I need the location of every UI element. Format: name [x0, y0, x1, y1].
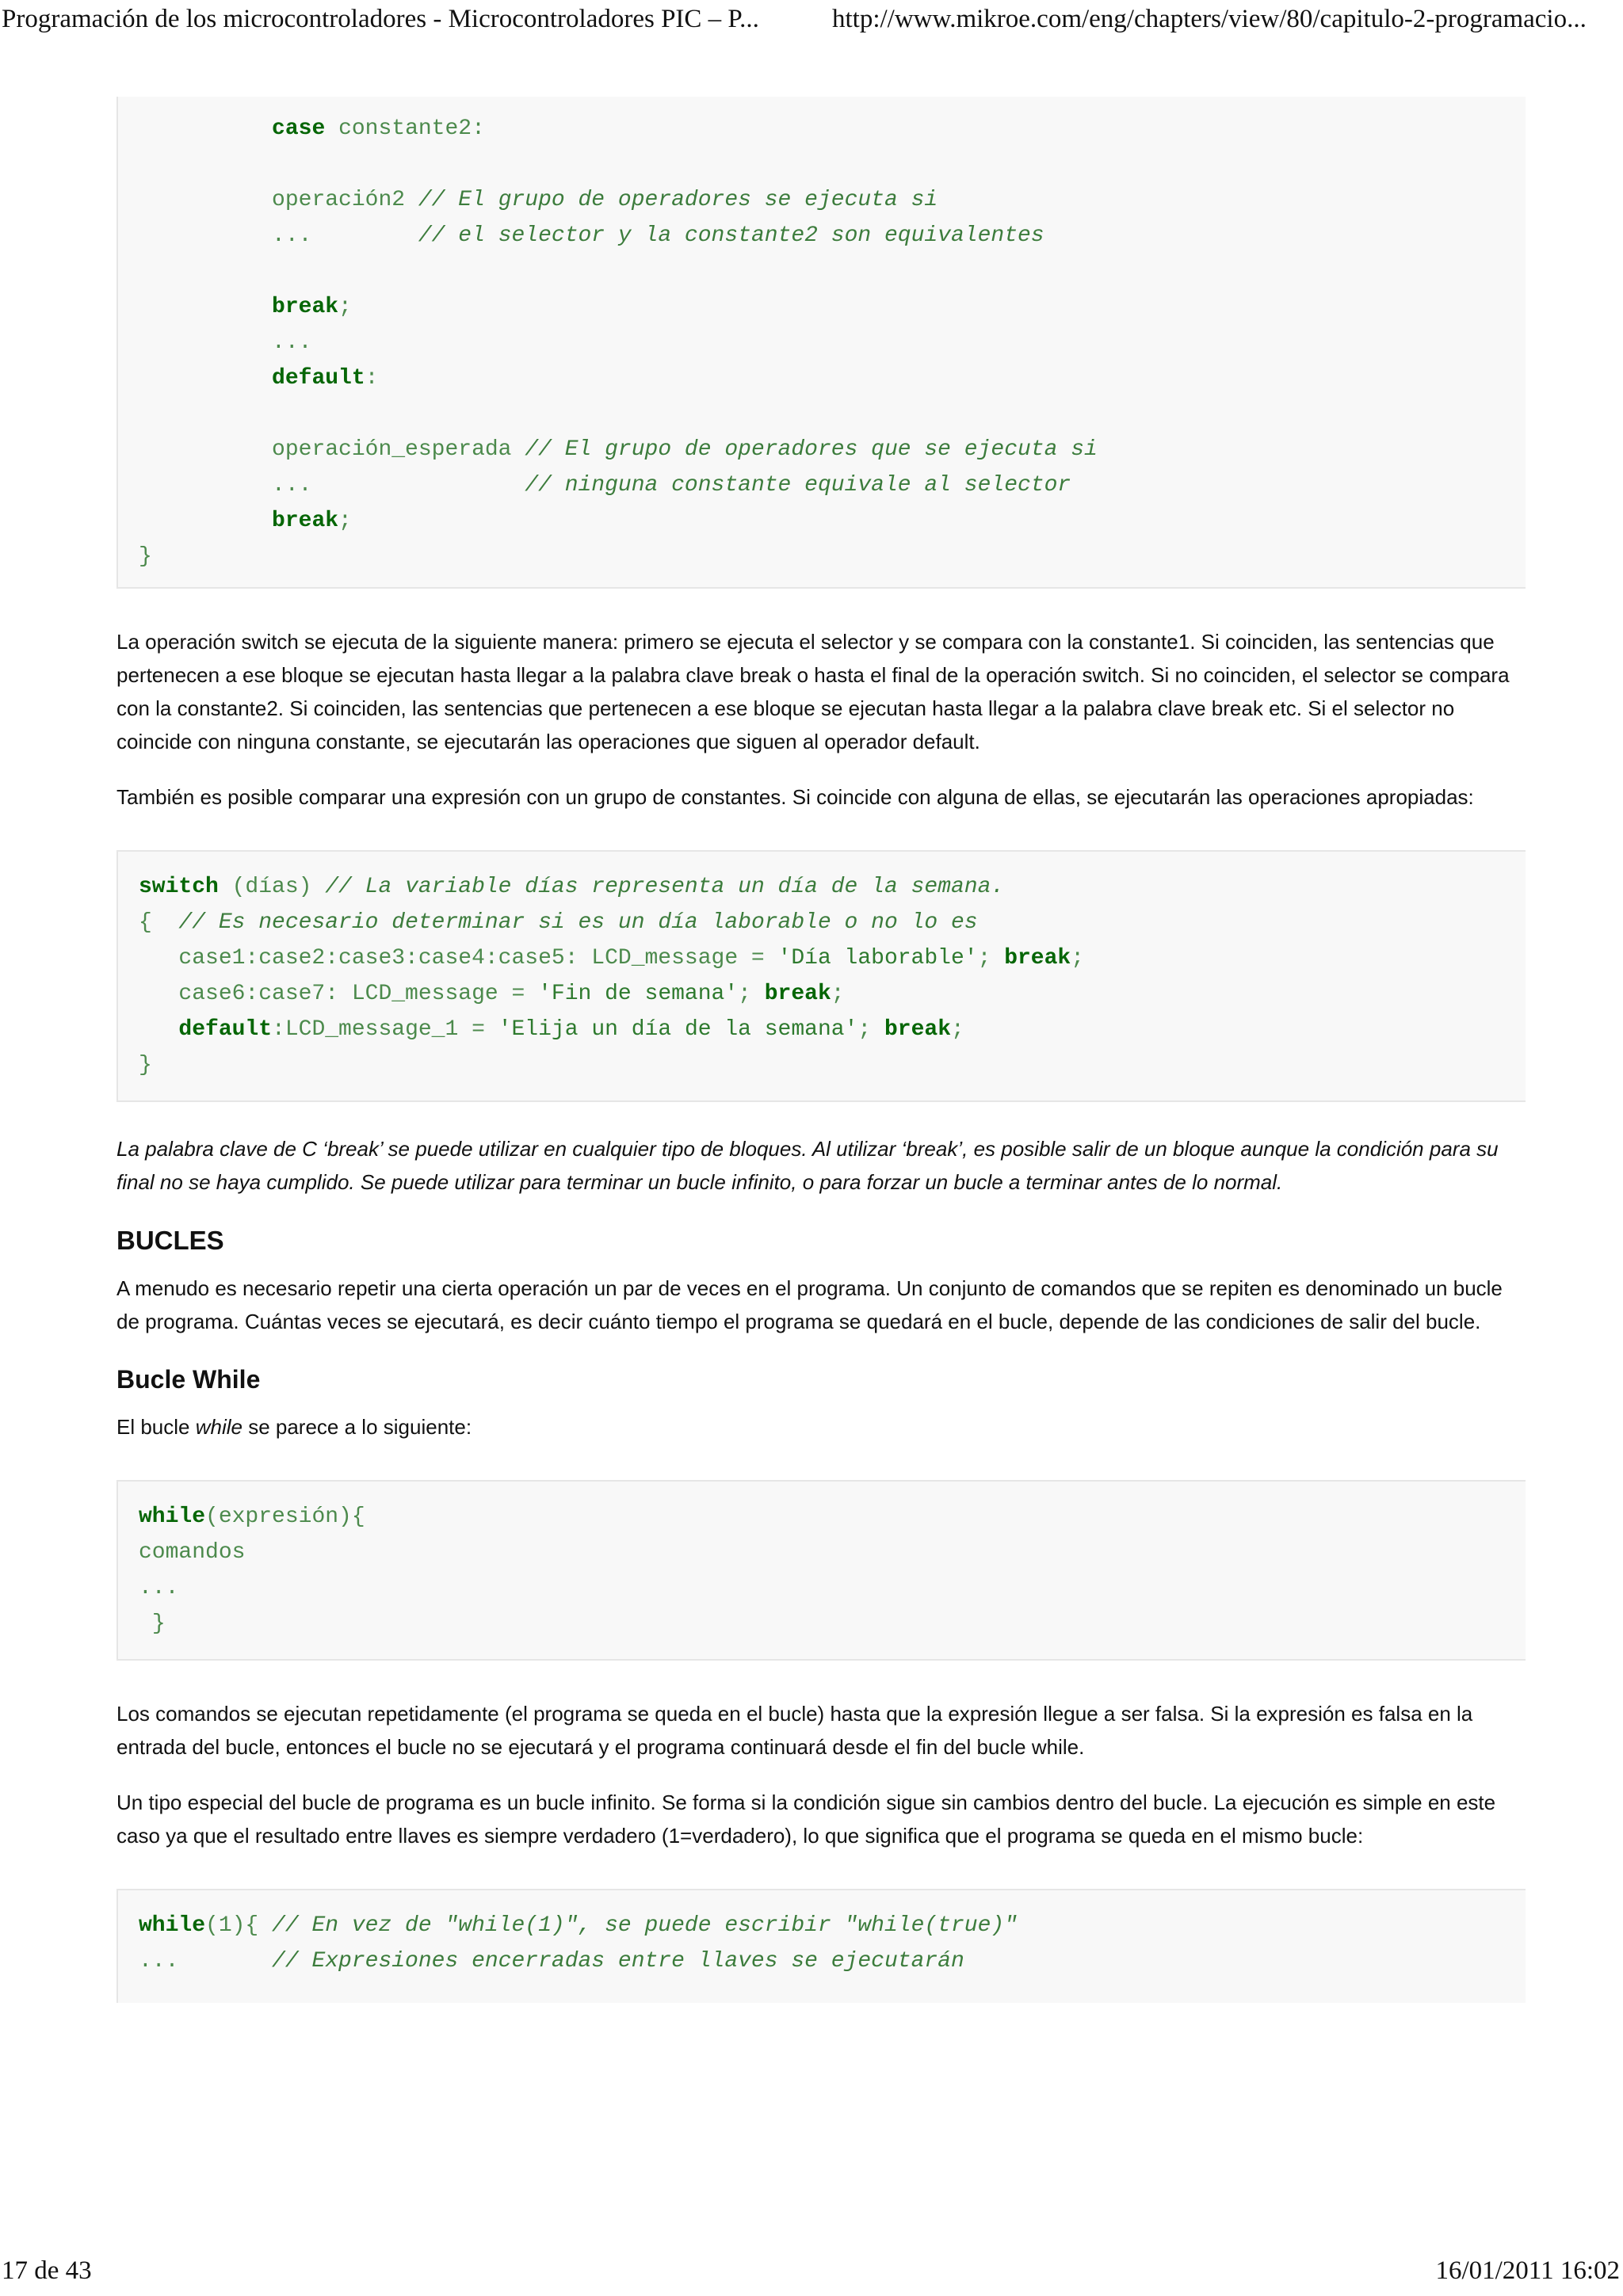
paragraph-while-exec: Los comandos se ejecutan repetidamente (el programa se queda en el bucle) hasta que la expresión llegue a ser falsa. Si la expresión es falsa en la entrada del bucle, entonces el bucle no se ejecutará y el programa continuará desde el fin del bucle while.	[116, 1702, 1473, 1759]
page-url: http://www.mikroe.com/eng/chapters/view/80/capitulo-2-programacio...	[832, 5, 1587, 33]
heading-bucles: BUCLES	[116, 1226, 224, 1255]
page-title: Programación de los microcontroladores - Microcontroladores PIC – P...	[2, 5, 759, 33]
article-content	[116, 97, 1526, 2003]
code-block-infinite-loop: while(1){ // En vez de "while(1)", se puede escribir "while(true)" ... // Expresiones encerradas entre llaves se ejecutarán	[116, 1889, 1526, 2003]
paragraph-infinite-loop: Un tipo especial del bucle de programa es un bucle infinito. Se forma si la condición sigue sin cambios dentro del bucle. La ejecución es simple en este caso ya que el resultado entre llaves es siempre verdadero (1=verdadero), lo que significa que el programa se queda en el mismo bucle:	[116, 1791, 1496, 1848]
paragraph-while-intro: El bucle while se parece a lo siguiente:	[116, 1415, 472, 1439]
paragraph-break-note: La palabra clave de C ‘break’ se puede utilizar en cualquier tipo de bloques. Al utilizar ‘break’, es posible salir de un bloque aunque la condición para su final no se haya cumplido. Se puede utilizar para terminar un bucle infinito, o para forzar un bucle a terminar antes de lo normal.	[116, 1137, 1499, 1194]
paragraph-group-constants: También es posible comparar una expresión con un grupo de constantes. Si coincide con alguna de ellas, se ejecutarán las operaciones apropiadas:	[116, 785, 1474, 809]
code-block-switch-tail: case constante2: operación2 // El grupo de operadores se ejecuta si ... // el selector y la constante2 son equivalentes break; ... default: operación_esperada // El grupo de operadores que se ejecuta si ... // ninguna constante equivale al selector break; }	[116, 97, 1526, 589]
paragraph-switch-explanation: La operación switch se ejecuta de la siguiente manera: primero se ejecuta el selector y se compara con la constante1. Si coinciden, las sentencias que pertenecen a ese bloque se ejecutan hasta llegar a la palabra clave break o hasta el final de la operación switch. Si no coinciden, el selector se compara con la constante2. Si coinciden, las sentencias que pertenecen a ese bloque se ejecutan hasta llegar a la palabra clave break etc. Si el selector no coincide con ninguna constante, se ejecutarán las operaciones que siguen al operador default.	[116, 630, 1510, 753]
paragraph-bucles: A menudo es necesario repetir una cierta operación un par de veces en el programa. Un conjunto de comandos que se repiten es denominado un bucle de programa. Cuántas veces se ejecutará, es decir cuánto tiempo el programa se quedará en el bucle, depende de las condiciones de salir del bucle.	[116, 1276, 1503, 1333]
print-datetime: 16/01/2011 16:02	[1435, 2256, 1620, 2285]
page-number: 17 de 43	[2, 2256, 92, 2285]
code-block-switch-days: switch (días) // La variable días representa un día de la semana. { // Es necesario determinar si es un día laborable o no lo es case1:case2:case3:case4:case5: LCD_message = 'Día laborable'; break; case6:case7: LCD_message = 'Fin de semana'; break; default:LCD_message_1 = 'Elija un día de la semana'; break; }	[116, 850, 1526, 1102]
heading-bucle-while: Bucle While	[116, 1365, 261, 1394]
code-block-while: while(expresión){ comandos ... }	[116, 1480, 1526, 1661]
